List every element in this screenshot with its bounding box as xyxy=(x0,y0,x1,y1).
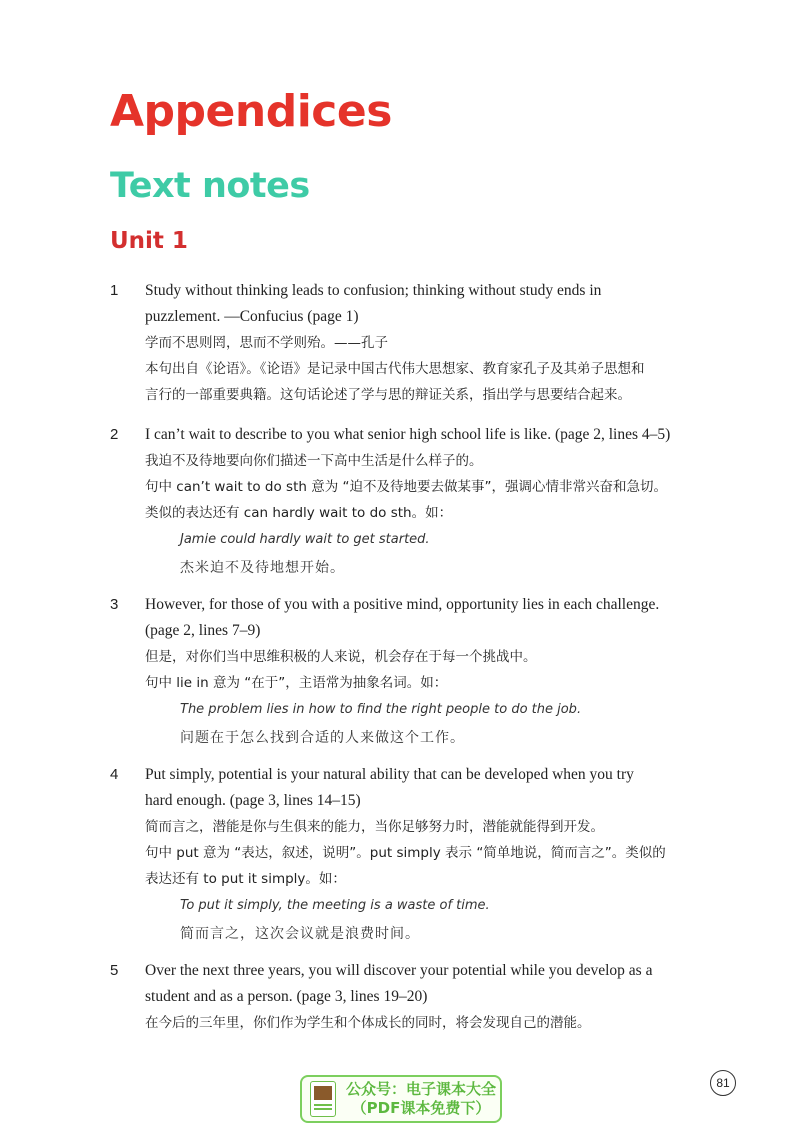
example-chinese: 杰米迫不及待地想开始。 xyxy=(180,560,345,576)
note-english-line: (page 2, lines 7–9) xyxy=(145,622,261,639)
subtitle-text-notes: Text notes xyxy=(110,166,310,206)
example xyxy=(180,892,685,948)
example xyxy=(180,526,685,582)
note-chinese-line: 本句出自《论语》。《论语》是记录中国古代伟大思想家、教育家孔子及其弟子思想和 xyxy=(145,361,645,377)
example xyxy=(180,696,685,752)
note-english-line: hard enough. (page 3, lines 14–15) xyxy=(145,792,361,809)
note-english-line: However, for those of you with a positive mind, opportunity lies in each challenge. xyxy=(145,596,660,613)
note-number: 4 xyxy=(110,766,119,783)
note-chinese-line: 言行的一部重要典籍。这句话论述了学与思的辩证关系，指出学与思要结合起来。 xyxy=(145,387,631,403)
note-english-line: Study without thinking leads to confusion; thinking without study ends in xyxy=(145,282,602,299)
note-chinese-line: 在今后的三年里，你们作为学生和个体成长的同时，将会发现自己的潜能。 xyxy=(145,1015,591,1031)
example-english: To put it simply, the meeting is a waste of time. xyxy=(180,898,490,913)
note-chinese-line: 句中 lie in 意为 “在于”，主语常为抽象名词。如： xyxy=(145,675,448,691)
note-number: 1 xyxy=(110,282,119,299)
note-english-line: I can’t wait to describe to you what senior high school life is like. (page 2, lines 4–5) xyxy=(145,426,671,443)
book-icon xyxy=(310,1081,336,1117)
note-english-line: Put simply, potential is your natural ability that can be developed when you try xyxy=(145,766,634,783)
note-chinese-line: 表达还有 to put it simply。如： xyxy=(145,871,346,887)
note-chinese-line: 我迫不及待地要向你们描述一下高中生活是什么样子的。 xyxy=(145,453,483,469)
note-number: 5 xyxy=(110,962,119,979)
title-appendices: Appendices xyxy=(110,86,392,137)
note-chinese-line: 句中 put 意为 “表达，叙述，说明”。put simply 表示 “简单地说，简而言之”。类似的 xyxy=(145,845,666,861)
note-chinese-line: 学而不思则罔，思而不学则殆。——孔子 xyxy=(145,335,388,351)
example-chinese: 问题在于怎么找到合适的人来做这个工作。 xyxy=(180,730,465,746)
watermark-line-2: （PDF课本免费下） xyxy=(351,1099,491,1117)
note-english-line: student and as a person. (page 3, lines 19–20) xyxy=(145,988,428,1005)
watermark-badge xyxy=(300,1075,502,1123)
example-chinese: 简而言之，这次会议就是浪费时间。 xyxy=(180,926,420,942)
note-chinese-line: 句中 can’t wait to do sth 意为 “迫不及待地要去做某事”，强调心情非常兴奋和急切。 xyxy=(145,479,667,495)
note-chinese-line: 简而言之，潜能是你与生俱来的能力，当你足够努力时，潜能就能得到开发。 xyxy=(145,819,604,835)
note-chinese-line: 但是，对你们当中思维积极的人来说，机会存在于每一个挑战中。 xyxy=(145,649,537,665)
unit-heading: Unit 1 xyxy=(110,228,188,254)
example-english: Jamie could hardly wait to get started. xyxy=(180,532,430,547)
watermark-line-1: 公众号：电子课本大全 xyxy=(346,1080,497,1098)
note-english-line: Over the next three years, you will discover your potential while you develop as a xyxy=(145,962,653,979)
note-number: 2 xyxy=(110,426,119,443)
note-english-line: puzzlement. —Confucius (page 1) xyxy=(145,308,359,325)
note-number: 3 xyxy=(110,596,119,613)
example-english: The problem lies in how to find the right people to do the job. xyxy=(180,702,582,717)
note-chinese-line: 类似的表达还有 can hardly wait to do sth。如： xyxy=(145,505,453,521)
page-number: 81 xyxy=(710,1070,736,1096)
